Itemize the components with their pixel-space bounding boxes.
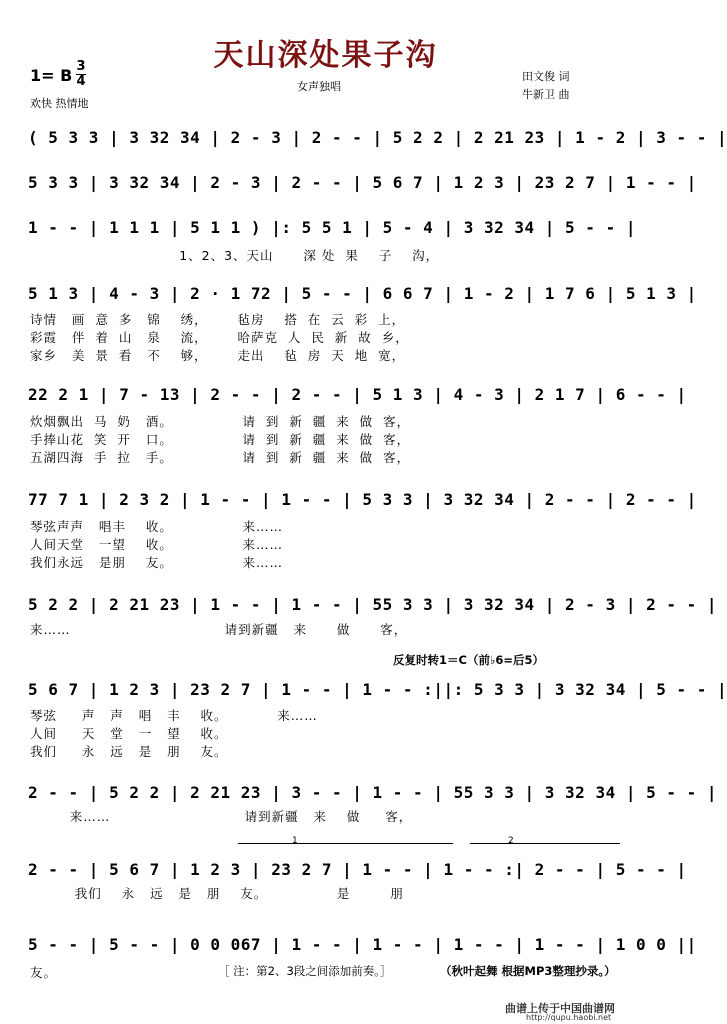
lyric-line: 来…… 请到新疆 来 做 客， bbox=[30, 809, 413, 824]
music-line-8: 5 6 7 | 1 2 3 | 23 2 7 | 1 - - | 1 - - :||: 5 3 3 | 3 32 34 | 5 - - | bbox=[28, 680, 727, 699]
key-signature: 1= B bbox=[30, 66, 73, 85]
lyric-line: 五湖四海 手 拉 手。 请 到 新 疆 来 做 客， bbox=[30, 450, 411, 465]
footer-url[interactable]: http://qupu.haobi.net bbox=[526, 1013, 612, 1022]
music-line-6: 77 7 1 | 2 3 2 | 1 - - | 1 - - | 5 3 3 | 3 32 34 | 2 - - | 2 - - | bbox=[28, 490, 697, 509]
lyric-line: 友。 bbox=[30, 965, 58, 980]
lyric-line: 彩霞 伴 着 山 泉 流， 哈萨克 人 民 新 故 乡， bbox=[30, 330, 409, 345]
volta-label-2: 2 bbox=[508, 836, 514, 846]
volta-bracket-2 bbox=[470, 843, 620, 845]
volta-label-1: 1 bbox=[292, 836, 298, 846]
music-line-10: 2 - - | 5 6 7 | 1 2 3 | 23 2 7 | 1 - - | 1 - - :| 2 - - | 5 - - | bbox=[28, 860, 687, 879]
composer-credit: 牛新卫 曲 bbox=[522, 88, 570, 101]
lyric-line: 人间 天 堂 一 望 收。 bbox=[30, 726, 228, 741]
music-line-11: 5 - - | 5 - - | 0 0 067 | 1 - - | 1 - - | 1 - - | 1 - - | 1 0 0 || bbox=[28, 935, 697, 954]
lyric-line-verse-header: 1、2、3、天山 深 处 果 子 沟， bbox=[30, 248, 440, 263]
music-line-9: 2 - - | 5 2 2 | 2 21 23 | 3 - - | 1 - - | 55 3 3 | 3 32 34 | 5 - - | bbox=[28, 783, 718, 802]
music-line-4: 5 1 3 | 4 - 3 | 2 · 1 72 | 5 - - | 6 6 7 | 1 - 2 | 1 7 6 | 5 1 3 | bbox=[28, 284, 697, 303]
music-line-7: 5 2 2 | 2 21 23 | 1 - - | 1 - - | 55 3 3 | 3 32 34 | 2 - 3 | 2 - - | bbox=[28, 595, 718, 614]
meter-top: 3 bbox=[76, 59, 86, 74]
lyric-line: 家乡 美 景 看 不 够， 走出 毡 房 天 地 宽， bbox=[30, 348, 406, 363]
song-title: 天山深处果子沟 bbox=[213, 38, 438, 73]
lyric-line: 琴弦 声 声 唱 丰 收。 来…… bbox=[30, 708, 318, 723]
lyricist-credit: 田文俊 词 bbox=[522, 70, 570, 83]
meter-bottom: 4 bbox=[76, 74, 86, 89]
arrangement-note: ［ 注：第2、3段之间添加前奏。］ bbox=[218, 964, 392, 978]
music-line-5: 22 2 1 | 7 - 13 | 2 - - | 2 - - | 5 1 3 | 4 - 3 | 2 1 7 | 6 - - | bbox=[28, 385, 687, 404]
volta-bracket-1 bbox=[238, 843, 453, 845]
lyric-line: 我们永远 是朋 友。 来…… bbox=[30, 555, 283, 570]
music-line-3: 1 - - | 1 1 1 | 5 1 1 ) |: 5 5 1 | 5 - 4 | 3 32 34 | 5 - - | bbox=[28, 218, 636, 237]
lyric-line: 来…… 请到新疆 来 做 客， bbox=[30, 622, 408, 637]
lyric-line: 我们 永 远 是 朋 友。 bbox=[30, 744, 228, 759]
music-line-1: ( 5 3 3 | 3 32 34 | 2 - 3 | 2 - - | 5 2 2 | 2 21 23 | 1 - 2 | 3 - - | bbox=[28, 128, 727, 147]
lyric-line: 琴弦声声 唱丰 收。 来…… bbox=[30, 519, 283, 534]
lyric-line: 手捧山花 笑 开 口。 请 到 新 疆 来 做 客， bbox=[30, 432, 411, 447]
footer-site: 曲谱上传于中国曲谱网 bbox=[505, 1002, 615, 1015]
genre-label: 女声独唱 bbox=[297, 80, 341, 93]
music-line-2: 5 3 3 | 3 32 34 | 2 - 3 | 2 - - | 5 6 7 | 1 2 3 | 23 2 7 | 1 - - | bbox=[28, 173, 697, 192]
lyric-line: 诗情 画 意 多 锦 绣， 毡房 搭 在 云 彩 上， bbox=[30, 312, 406, 327]
lyric-line: 我们 永 远 是 朋 友。 是 朋 bbox=[30, 886, 404, 901]
transcription-credit: （秋叶起舞 根据MP3整理抄录。） bbox=[440, 964, 616, 978]
time-signature bbox=[76, 60, 86, 89]
lyric-line: 炊烟飘出 马 奶 酒。 请 到 新 疆 来 做 客， bbox=[30, 414, 411, 429]
lyric-line: 人间天堂 一望 收。 来…… bbox=[30, 537, 283, 552]
transpose-note: 反复时转1＝C（前♭6=后5） bbox=[393, 653, 545, 667]
tempo-marking: 欢快 热情地 bbox=[30, 97, 89, 110]
